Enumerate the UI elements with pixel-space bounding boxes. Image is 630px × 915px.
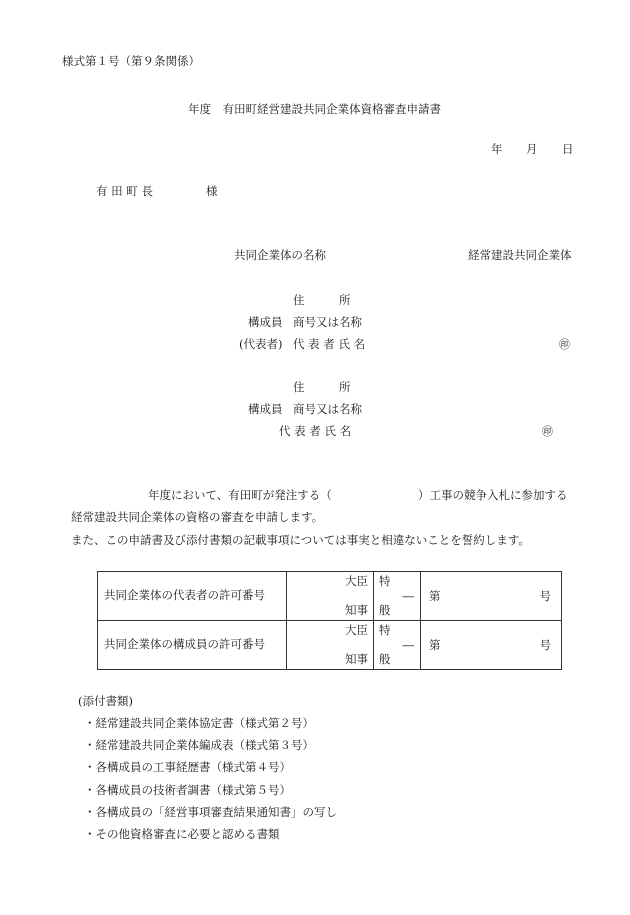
permit-special: 特 xyxy=(379,623,391,637)
permit-dai: 第 xyxy=(429,589,441,603)
permit-governor: 知事 xyxy=(345,651,368,666)
attachment-item: ・経常建設共同企業体協定書（様式第２号） xyxy=(84,716,314,730)
body-line1-start: 年度において、有田町が発注する（ xyxy=(148,488,332,502)
permit-row-representative xyxy=(98,572,562,621)
jv-name-label: 共同企業体の名称 xyxy=(234,248,326,262)
attachment-item: ・その他資格審査に必要と認める書類 xyxy=(84,827,280,841)
member1-rep-label: 代 表 者 氏 名 xyxy=(293,337,366,351)
attachment-item: ・各構成員の工事経歴書（様式第４号） xyxy=(84,760,291,774)
permit-general: 般 xyxy=(379,651,391,666)
body-line1-end: ）工事の競争入札に参加する xyxy=(418,488,568,502)
permit-dash: ― xyxy=(402,589,414,603)
member2-rep-label: 代 表 者 氏 名 xyxy=(279,424,352,438)
addressee-honorific: 様 xyxy=(206,184,218,198)
permit-special: 特 xyxy=(379,574,391,588)
member1-address-label: 住 所 xyxy=(293,293,351,307)
attachment-item: ・各構成員の「経営事項審査結果通知書」の写し xyxy=(84,805,337,819)
permit-general: 般 xyxy=(379,602,391,617)
body-line2: 経常建設共同企業体の資格の審査を申請します。 xyxy=(71,510,324,524)
member2-seal-icon: ㊞ xyxy=(542,425,553,438)
member2-address-label: 住 所 xyxy=(293,380,351,394)
permit-minister: 大臣 xyxy=(345,623,368,637)
date-day: 日 xyxy=(562,142,574,156)
date-month: 月 xyxy=(526,142,538,156)
form-number: 様式第１号（第９条関係） xyxy=(62,54,200,68)
jv-name-value: 経常建設共同企業体 xyxy=(468,248,572,262)
member2-role-label: 構成員 xyxy=(248,402,283,416)
permit-dash: ― xyxy=(402,638,414,652)
attachment-item: ・各構成員の技術者調書（様式第５号） xyxy=(84,783,291,797)
permit-governor: 知事 xyxy=(345,602,368,617)
permit-label: 共同企業体の代表者の許可番号 xyxy=(98,572,287,621)
permit-go: 号 xyxy=(539,589,551,603)
document-title: 年度 有田町経営建設共同企業体資格審査申請書 xyxy=(188,102,441,116)
permit-dai: 第 xyxy=(429,638,441,652)
permit-minister: 大臣 xyxy=(345,574,368,588)
member1-role-label: 構成員 xyxy=(248,315,283,329)
member1-company-label: 商号又は名称 xyxy=(293,315,362,329)
body-line3: また、この申請書及び添付書類の記載事項については事実と相違ないことを誓約します。 xyxy=(71,533,530,547)
addressee-name: 有 田 町 長 xyxy=(96,184,153,198)
attachments-heading: (添付書類) xyxy=(78,694,133,708)
permit-label: 共同企業体の構成員の許可番号 xyxy=(98,621,287,670)
member1-rep-prefix: (代表者) xyxy=(239,337,283,351)
date-year: 年 xyxy=(491,142,503,156)
permit-number-table xyxy=(97,571,562,670)
permit-go: 号 xyxy=(539,638,551,652)
member2-company-label: 商号又は名称 xyxy=(293,402,362,416)
permit-row-member xyxy=(98,621,562,670)
attachment-item: ・経常建設共同企業体編成表（様式第３号） xyxy=(84,738,314,752)
member1-seal-icon: ㊞ xyxy=(559,338,570,351)
